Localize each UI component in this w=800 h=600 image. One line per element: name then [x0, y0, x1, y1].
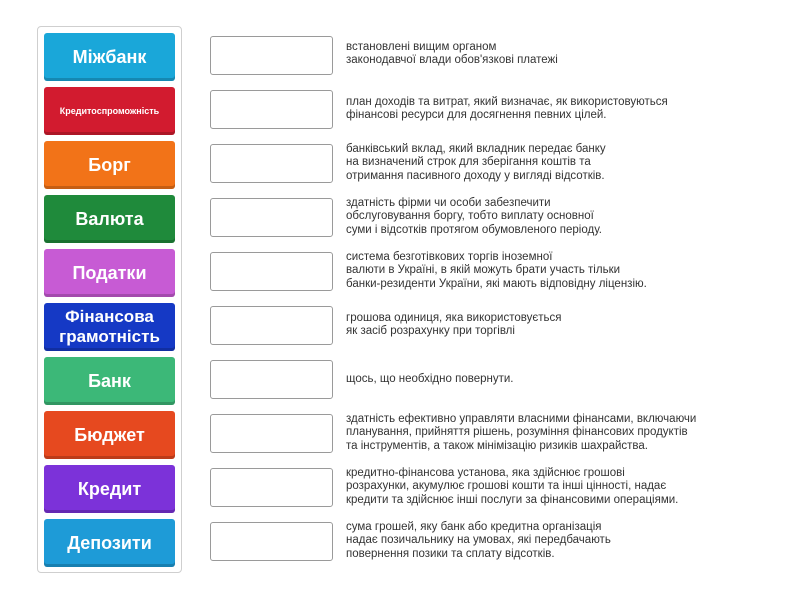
- drop-slot-5[interactable]: [210, 252, 333, 291]
- drop-slot-10[interactable]: [210, 522, 333, 561]
- definition-4: здатність фірми чи особи забезпечити обслуговування боргу, тобто виплату основної суми і відсотків протягом обумовленого періоду.: [346, 197, 603, 236]
- drop-slot-8[interactable]: [210, 414, 333, 453]
- tile-borh[interactable]: Борг: [44, 141, 175, 189]
- drop-slot-3[interactable]: [210, 144, 333, 183]
- drop-slot-9[interactable]: [210, 468, 333, 507]
- drop-slot-2[interactable]: [210, 90, 333, 129]
- tile-podatky[interactable]: Податки: [44, 249, 175, 297]
- definition-5: система безготівкових торгів іноземної валюти в Україні, в якій можуть брати участь тільки банки-резиденти України, які мають відповідну ліцензію.: [346, 251, 647, 290]
- tile-kredytospromozhnist[interactable]: Кредитоспроможність: [44, 87, 175, 135]
- drop-slot-6[interactable]: [210, 306, 333, 345]
- drop-slot-7[interactable]: [210, 360, 333, 399]
- definition-1: встановлені вищим органом законодавчої влади обов'язкові платежі: [346, 41, 558, 67]
- tile-mizhbank[interactable]: Міжбанк: [44, 33, 175, 81]
- tile-valiuta[interactable]: Валюта: [44, 195, 175, 243]
- definition-2: план доходів та витрат, який визначає, як використовуються фінансові ресурси для досягнення певних цілей.: [346, 96, 668, 122]
- drop-slot-4[interactable]: [210, 198, 333, 237]
- definition-3: банківський вклад, який вкладник передає банку на визначений строк для зберігання коштів та отримання пасивного доходу у вигляді відсотків.: [346, 143, 606, 182]
- definition-7: щось, що необхідно повернути.: [346, 373, 514, 385]
- tile-depozyty[interactable]: Депозити: [44, 519, 175, 567]
- definition-8: здатність ефективно управляти власними фінансами, включаючи планування, прийняття рішень, розуміння фінансових продуктів та інструментів, а також мінімізацію ризиків шахрайства.: [346, 413, 697, 452]
- definition-6: грошова одиниця, яка використовується як засіб розрахунку при торгівлі: [346, 312, 562, 338]
- tile-biudzhet[interactable]: Бюджет: [44, 411, 175, 459]
- definition-9: кредитно-фінансова установа, яка здійснює грошові розрахунки, акумулює грошові кошти та інші цінності, надає кредити та здійснює інші послуги за фінансовими операціями.: [346, 467, 679, 506]
- tile-kredyt[interactable]: Кредит: [44, 465, 175, 513]
- tile-bank[interactable]: Банк: [44, 357, 175, 405]
- drop-slot-1[interactable]: [210, 36, 333, 75]
- tile-finansova-hramotnist[interactable]: Фінансова грамотність: [44, 303, 175, 351]
- definition-10: сума грошей, яку банк або кредитна організація надає позичальнику на умовах, які передбачають повернення позики та сплату відсотків.: [346, 521, 611, 560]
